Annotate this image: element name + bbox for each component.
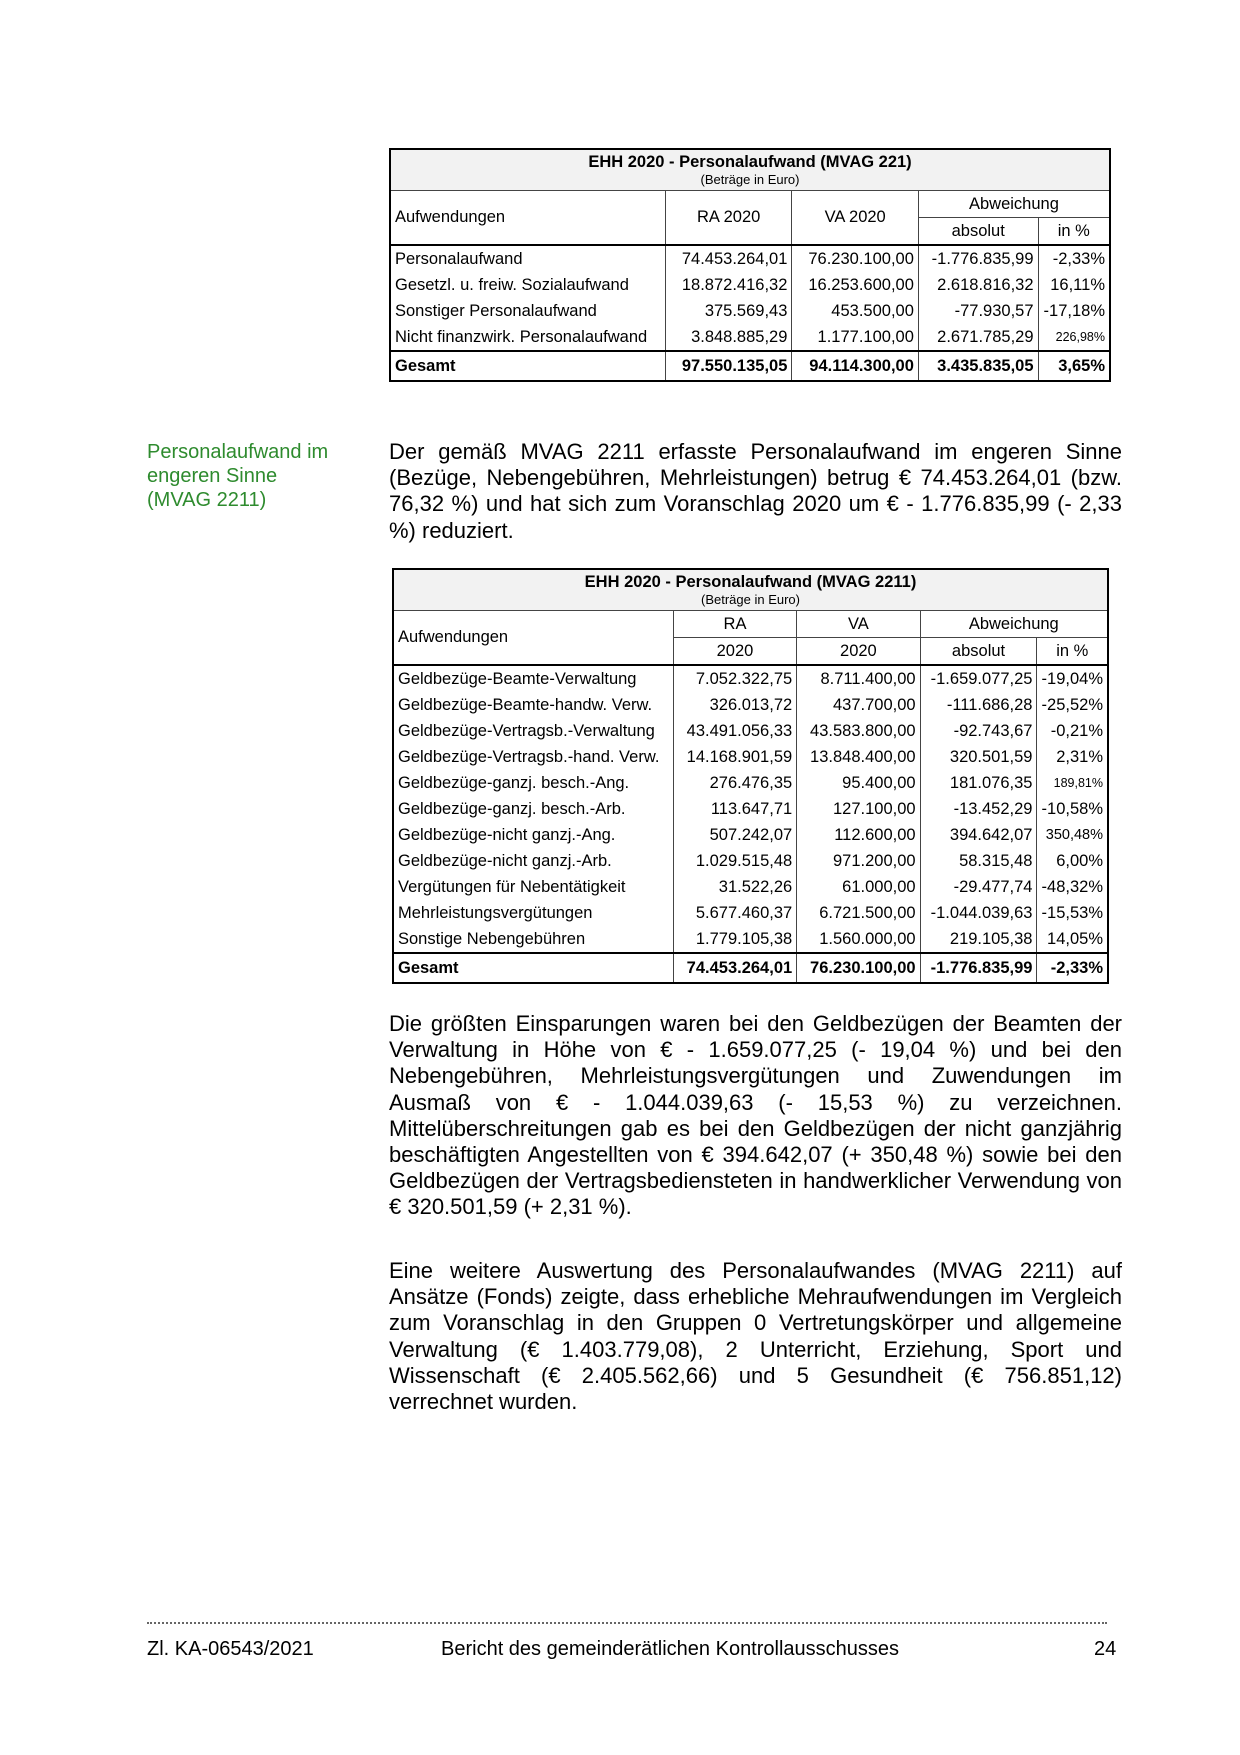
total-pct: -2,33% [1037,953,1108,983]
table-row [390,298,1110,324]
header-ra: RA [673,611,796,638]
row-abs: 219.105,38 [920,926,1037,953]
table-personalaufwand-2211 [392,568,1109,984]
row-abs: 2.671.785,29 [918,324,1038,351]
row-ra: 113.647,71 [673,796,796,822]
row-va: 76.230.100,00 [792,245,918,272]
total-abs: -1.776.835,99 [920,953,1037,983]
footer-page-number: 24 [1094,1638,1117,1660]
row-abs: 320.501,59 [920,744,1037,770]
row-va: 61.000,00 [797,874,920,900]
row-ra: 276.476,35 [673,770,796,796]
table-total-row [393,953,1108,983]
row-pct: 16,11% [1038,272,1110,298]
table-row [393,665,1108,692]
header-aufwendungen: Aufwendungen [393,611,673,666]
row-va: 453.500,00 [792,298,918,324]
row-label: Mehrleistungsvergütungen [393,900,673,926]
row-abs: -1.776.835,99 [918,245,1038,272]
row-label: Geldbezüge-nicht ganzj.-Ang. [393,822,673,848]
table-row [393,744,1108,770]
row-ra: 31.522,26 [673,874,796,900]
row-pct: -10,58% [1037,796,1108,822]
row-abs: -111.686,28 [920,692,1037,718]
header-prozent: in % [1038,218,1110,246]
row-label: Sonstiger Personalaufwand [390,298,665,324]
table-row [390,272,1110,298]
row-va: 43.583.800,00 [797,718,920,744]
row-ra: 375.569,43 [665,298,791,324]
row-abs: -1.044.039,63 [920,900,1037,926]
total-va: 76.230.100,00 [797,953,920,983]
row-abs: 394.642,07 [920,822,1037,848]
row-label: Geldbezüge-Vertragsb.-Verwaltung [393,718,673,744]
table-row [393,900,1108,926]
row-abs: -77.930,57 [918,298,1038,324]
header-va-year: 2020 [797,638,920,666]
row-label: Personalaufwand [390,245,665,272]
header-aufwendungen: Aufwendungen [390,191,665,246]
header-va: VA 2020 [792,191,918,246]
row-ra: 18.872.416,32 [665,272,791,298]
row-pct: -19,04% [1037,665,1108,692]
row-pct: -15,53% [1037,900,1108,926]
total-ra: 97.550.135,05 [665,351,791,381]
table-title-cell [393,569,1108,611]
row-abs: -92.743,67 [920,718,1037,744]
row-abs: -1.659.077,25 [920,665,1037,692]
table-title-cell [390,149,1110,191]
table-title-row [390,149,1110,191]
table-row [393,718,1108,744]
table-row [393,770,1108,796]
table-title: EHH 2020 - Personalaufwand (MVAG 221) [588,153,912,171]
table-row [393,926,1108,953]
row-ra: 326.013,72 [673,692,796,718]
header-abweichung: Abweichung [920,611,1108,638]
row-va: 95.400,00 [797,770,920,796]
header-absolut: absolut [918,218,1038,246]
table-row [393,796,1108,822]
row-abs: -13.452,29 [920,796,1037,822]
row-label: Geldbezüge-Beamte-Verwaltung [393,665,673,692]
paragraph-intro: Der gemäß MVAG 2211 erfasste Personalaufwand im engeren Sinne (Bezüge, Nebengebühren, Mehrleistungen) betrug € 74.453.264,01 (bzw. 76,32 %) und hat sich zum Voranschlag 2020 um € - 1.776.835,99 (- 2,33 %) reduziert. [389,439,1122,543]
row-ra: 1.779.105,38 [673,926,796,953]
row-pct: -48,32% [1037,874,1108,900]
row-pct: -17,18% [1038,298,1110,324]
header-abweichung: Abweichung [918,191,1110,218]
row-ra: 14.168.901,59 [673,744,796,770]
total-abs: 3.435.835,05 [918,351,1038,381]
header-absolut: absolut [920,638,1037,666]
table-row [393,692,1108,718]
table-row [393,822,1108,848]
row-pct: -0,21% [1037,718,1108,744]
row-ra: 74.453.264,01 [665,245,791,272]
paragraph-savings: Die größten Einsparungen waren bei den Geldbezügen der Beamten der Verwaltung in Höhe von € - 1.659.077,25 (- 19,04 %) und bei den Nebengebühren, Mehrleistungsvergütungen und Zuwendungen im Ausmaß von € - 1.044.039,63 (- 15,53 %) zu verzeichnen. Mittelüberschreitungen gab es bei den Geldbezügen der nicht ganzjährig beschäftigten Angestellten von € 394.642,07 (+ 350,48 %) sowie bei den Geldbezügen der Vertragsbediensteten in handwerklicher Verwendung von € 320.501,59 (+ 2,31 %). [389,1011,1122,1220]
total-ra: 74.453.264,01 [673,953,796,983]
row-label: Vergütungen für Nebentätigkeit [393,874,673,900]
row-label: Geldbezüge-Beamte-handw. Verw. [393,692,673,718]
row-label: Geldbezüge-Vertragsb.-hand. Verw. [393,744,673,770]
table-row [390,245,1110,272]
table-total-row [390,351,1110,381]
row-ra: 1.029.515,48 [673,848,796,874]
table-row [390,324,1110,351]
row-va: 971.200,00 [797,848,920,874]
table-subtitle: (Beträge in Euro) [701,592,800,607]
row-label: Sonstige Nebengebühren [393,926,673,953]
row-va: 6.721.500,00 [797,900,920,926]
row-pct: 226,98% [1038,324,1110,351]
row-abs: -29.477,74 [920,874,1037,900]
table-title: EHH 2020 - Personalaufwand (MVAG 2211) [584,573,917,591]
table-header-row [390,191,1110,218]
table-title-row [393,569,1108,611]
paragraph-funds: Eine weitere Auswertung des Personalaufwandes (MVAG 2211) auf Ansätze (Fonds) zeigte, dass erhebliche Mehraufwendungen im Vergleich zum Voranschlag in den Gruppen 0 Vertretungskörper und allgemeine Verwaltung (€ 1.403.779,08), 2 Unterricht, Erziehung, Sport und Wissenschaft (€ 2.405.562,66) und 5 Gesundheit (€ 756.851,12) verrechnet wurden. [389,1258,1122,1415]
row-abs: 2.618.816,32 [918,272,1038,298]
row-ra: 3.848.885,29 [665,324,791,351]
margin-note [147,440,347,512]
total-label: Gesamt [393,953,673,983]
row-label: Geldbezüge-nicht ganzj.-Arb. [393,848,673,874]
row-ra: 43.491.056,33 [673,718,796,744]
footer-divider [147,1622,1107,1624]
row-pct: 350,48% [1037,822,1108,848]
row-ra: 5.677.460,37 [673,900,796,926]
footer-title: Bericht des gemeinderätlichen Kontrollausschusses [441,1638,900,1660]
margin-note-line: (MVAG 2211) [147,489,267,511]
row-va: 13.848.400,00 [797,744,920,770]
row-label: Geldbezüge-ganzj. besch.-Arb. [393,796,673,822]
table-header-row [393,611,1108,638]
table-row [393,874,1108,900]
row-va: 437.700,00 [797,692,920,718]
footer-reference: Zl. KA-06543/2021 [147,1638,314,1660]
header-va: VA [797,611,920,638]
row-pct: -2,33% [1038,245,1110,272]
row-pct: 2,31% [1037,744,1108,770]
header-ra: RA 2020 [665,191,791,246]
row-ra: 507.242,07 [673,822,796,848]
row-label: Gesetzl. u. freiw. Sozialaufwand [390,272,665,298]
row-ra: 7.052.322,75 [673,665,796,692]
total-label: Gesamt [390,351,665,381]
row-va: 16.253.600,00 [792,272,918,298]
header-ra-year: 2020 [673,638,796,666]
row-abs: 181.076,35 [920,770,1037,796]
row-label: Nicht finanzwirk. Personalaufwand [390,324,665,351]
table-personalaufwand-221 [389,148,1111,382]
row-abs: 58.315,48 [920,848,1037,874]
row-pct: 6,00% [1037,848,1108,874]
table-subtitle: (Beträge in Euro) [700,172,800,187]
row-label: Geldbezüge-ganzj. besch.-Ang. [393,770,673,796]
margin-note-line: Personalaufwand im [147,441,329,463]
header-prozent: in % [1037,638,1108,666]
margin-note-line: engeren Sinne [147,465,278,487]
row-pct: 14,05% [1037,926,1108,953]
total-pct: 3,65% [1038,351,1110,381]
row-va: 1.560.000,00 [797,926,920,953]
total-va: 94.114.300,00 [792,351,918,381]
row-pct: 189,81% [1037,770,1108,796]
row-pct: -25,52% [1037,692,1108,718]
row-va: 112.600,00 [797,822,920,848]
row-va: 8.711.400,00 [797,665,920,692]
row-va: 127.100,00 [797,796,920,822]
table-row [393,848,1108,874]
row-va: 1.177.100,00 [792,324,918,351]
